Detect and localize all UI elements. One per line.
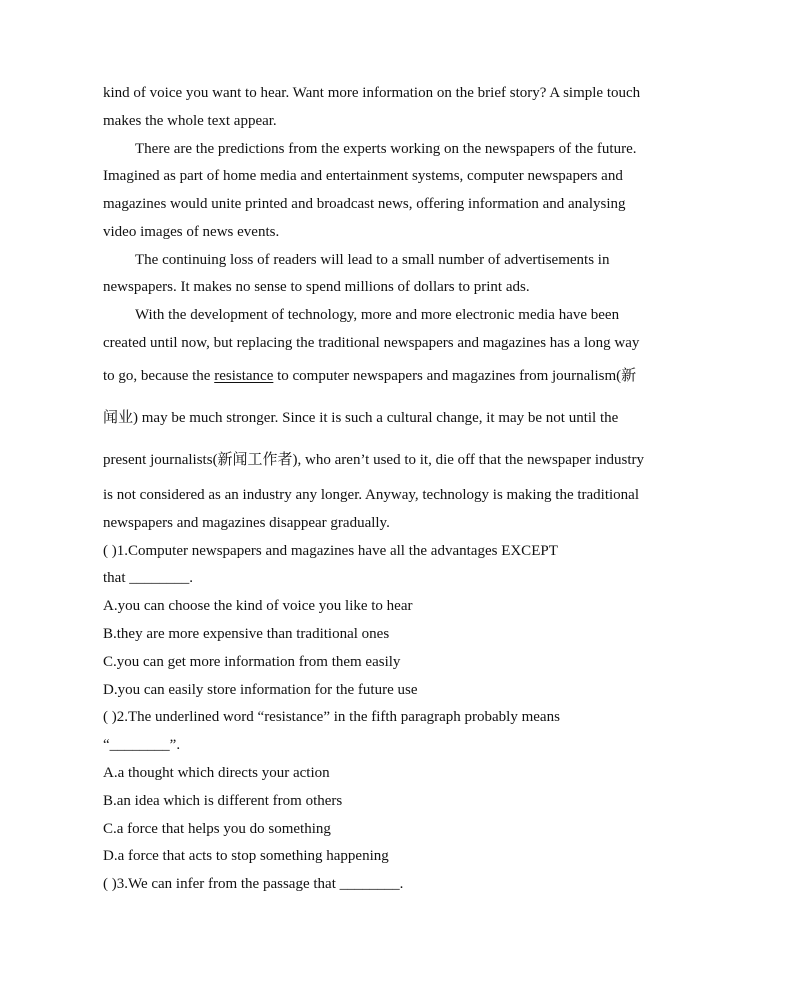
passage-line: makes the whole text appear. [103, 113, 277, 129]
passage-line: video images of news events. [103, 224, 280, 240]
answer-option: B.an idea which is different from others [103, 793, 343, 809]
passage-line: kind of voice you want to hear. Want more information on the brief story? A simple touch [103, 85, 641, 101]
question-stem: ( )1.Computer newspapers and magazines have all the advantages EXCEPT [103, 543, 558, 559]
passage-line: With the development of technology, more and more electronic media have been [135, 307, 620, 323]
underlined-word: resistance [214, 368, 274, 384]
passage-line: is not considered as an industry any longer. Anyway, technology is making the traditional [103, 487, 640, 503]
answer-option: B.they are more expensive than traditional ones [103, 626, 390, 642]
passage-line: magazines would unite printed and broadcast news, offering information and analysing [103, 196, 626, 212]
question-stem: ( )3.We can infer from the passage that ________. [103, 876, 404, 892]
passage-line: There are the predictions from the experts working on the newspapers of the future. [135, 141, 637, 157]
question-stem: “________”. [103, 737, 181, 753]
passage-line: Imagined as part of home media and entertainment systems, computer newspapers and [103, 168, 623, 184]
answer-option: A.you can choose the kind of voice you like to hear [103, 598, 413, 614]
answer-option: C.you can get more information from them easily [103, 654, 401, 670]
question-stem: that ________. [103, 570, 193, 586]
answer-option: A.a thought which directs your action [103, 765, 330, 781]
passage-line: newspapers and magazines disappear gradually. [103, 515, 390, 531]
passage-line: 闻业) may be much stronger. Since it is such a cultural change, it may be not until the [103, 410, 619, 426]
answer-option: D.you can easily store information for the future use [103, 682, 418, 698]
passage-text: to go, because the [103, 368, 215, 384]
answer-option: D.a force that acts to stop something happening [103, 848, 389, 864]
question-stem: ( )2.The underlined word “resistance” in the fifth paragraph probably means [103, 709, 560, 725]
passage-line: newspapers. It makes no sense to spend millions of dollars to print ads. [103, 279, 530, 295]
passage-line: The continuing loss of readers will lead to a small number of advertisements in [135, 252, 610, 268]
passage-text: to computer newspapers and magazines from journalism(新 [273, 368, 637, 384]
passage-line: present journalists(新闻工作者), who aren’t used to it, die off that the newspaper industry [103, 452, 645, 468]
answer-option: C.a force that helps you do something [103, 821, 331, 837]
passage-line: created until now, but replacing the traditional newspapers and magazines has a long way [103, 335, 640, 351]
passage-line [103, 367, 636, 385]
